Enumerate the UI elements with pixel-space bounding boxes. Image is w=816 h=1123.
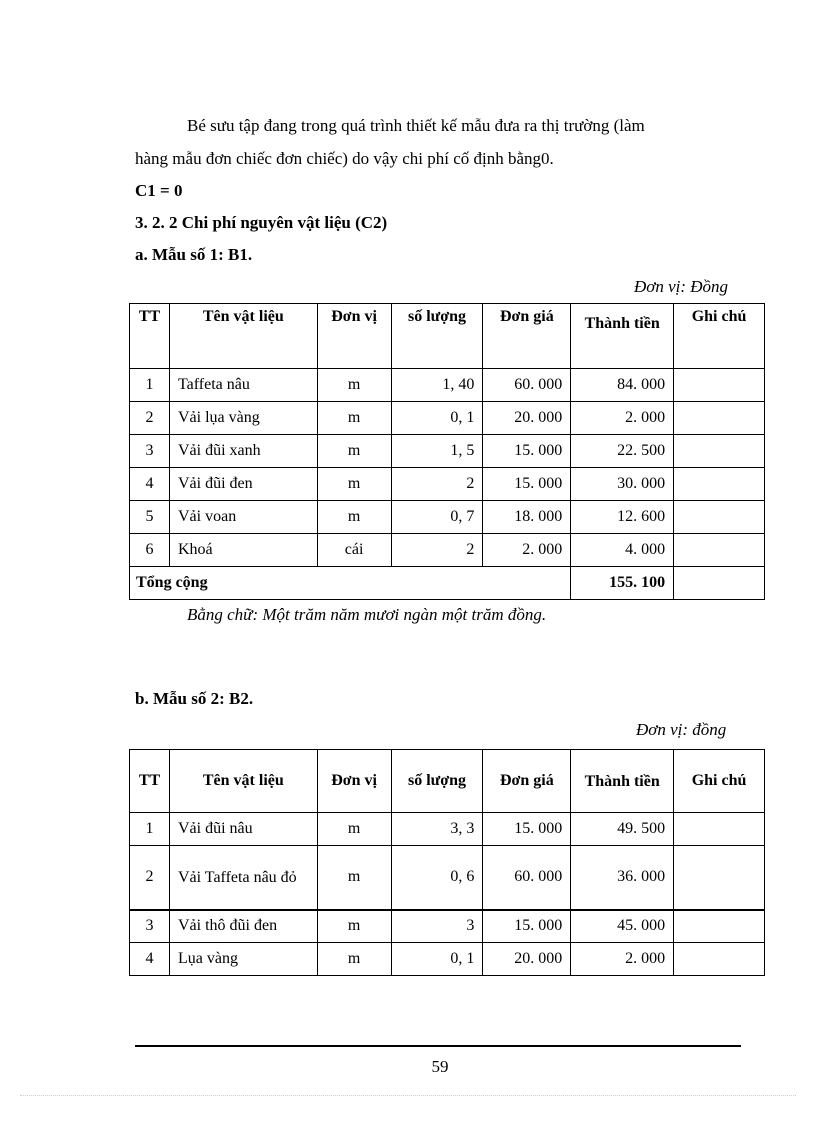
header-tt: TT <box>130 750 170 813</box>
cell-amount: 49. 500 <box>571 813 674 846</box>
cell-material: Taffeta nâu <box>169 369 317 402</box>
cell-tt: 1 <box>130 369 170 402</box>
cell-material: Vải đũi nâu <box>169 813 317 846</box>
table-b-header-row <box>130 750 765 813</box>
cell-quantity: 1, 5 <box>391 435 483 468</box>
cell-price: 15. 000 <box>483 435 571 468</box>
total-value: 155. 100 <box>571 567 674 600</box>
cell-amount: 36. 000 <box>571 846 674 910</box>
header-material-name: Tên vật liệu <box>169 750 317 813</box>
header-amount-text: Thành tiền <box>584 315 660 332</box>
header-material-name: Tên vật liệu <box>169 304 317 369</box>
cell-price: 2. 000 <box>483 534 571 567</box>
cell-price: 60. 000 <box>483 369 571 402</box>
cell-amount: 22. 500 <box>571 435 674 468</box>
total-label: Tổng cộng <box>130 567 571 600</box>
footer-rule <box>135 1045 741 1047</box>
cell-tt: 3 <box>130 435 170 468</box>
cell-material: Lụa vàng <box>169 943 317 976</box>
cell-quantity: 2 <box>391 468 483 501</box>
cell-unit: m <box>317 468 391 501</box>
page-edge-divider <box>20 1095 796 1096</box>
cell-unit: m <box>317 501 391 534</box>
cell-note <box>674 501 765 534</box>
cell-unit: m <box>317 943 391 976</box>
cell-quantity: 3, 3 <box>391 813 483 846</box>
cell-unit: m <box>317 813 391 846</box>
cell-price: 18. 000 <box>483 501 571 534</box>
cell-material: Vải Taffeta nâu đỏ <box>169 846 317 910</box>
cell-tt: 2 <box>130 846 170 910</box>
section-heading: 3. 2. 2 Chi phí nguyên vật liệu (C2) <box>135 213 388 232</box>
header-unit-price: Đơn giá <box>483 750 571 813</box>
cell-price: 60. 000 <box>483 846 571 910</box>
cell-price: 15. 000 <box>483 910 571 943</box>
header-tt: TT <box>130 304 170 369</box>
cell-price: 20. 000 <box>483 402 571 435</box>
table-row <box>130 813 765 846</box>
cell-unit: m <box>317 846 391 910</box>
cell-quantity: 0, 7 <box>391 501 483 534</box>
table-row <box>130 943 765 976</box>
header-unit: Đơn vị <box>317 304 391 369</box>
header-unit: Đơn vị <box>317 750 391 813</box>
header-quantity: số lượng <box>391 750 483 813</box>
cell-amount: 84. 000 <box>571 369 674 402</box>
cell-tt: 5 <box>130 501 170 534</box>
cell-material: Vải đũi đen <box>169 468 317 501</box>
materials-table-b <box>129 749 765 976</box>
table-row <box>130 534 765 567</box>
table-row <box>130 910 765 943</box>
table-row <box>130 468 765 501</box>
cell-quantity: 0, 1 <box>391 402 483 435</box>
cell-tt: 3 <box>130 910 170 943</box>
unit-label-b: Đơn vị: đồng <box>636 720 727 739</box>
cell-quantity: 0, 6 <box>391 846 483 910</box>
header-amount <box>571 304 674 369</box>
cell-note <box>674 846 765 910</box>
cell-tt: 1 <box>130 813 170 846</box>
c1-value: C1 = 0 <box>135 181 183 200</box>
cell-price: 15. 000 <box>483 468 571 501</box>
cell-tt: 2 <box>130 402 170 435</box>
cell-tt: 6 <box>130 534 170 567</box>
cell-material: Vải lụa vàng <box>169 402 317 435</box>
cell-material: Vải voan <box>169 501 317 534</box>
cell-note <box>674 534 765 567</box>
sample-a-heading: a. Mẫu số 1: B1. <box>135 245 253 264</box>
cell-material: Vải thô đũi đen <box>169 910 317 943</box>
table-total-row <box>130 567 765 600</box>
cell-note <box>674 943 765 976</box>
materials-table-a <box>129 303 765 600</box>
cell-amount: 45. 000 <box>571 910 674 943</box>
cell-material: Khoá <box>169 534 317 567</box>
cell-amount: 12. 600 <box>571 501 674 534</box>
cell-price: 15. 000 <box>483 813 571 846</box>
cell-price: 20. 000 <box>483 943 571 976</box>
table-row <box>130 501 765 534</box>
table-row <box>130 369 765 402</box>
header-amount <box>571 750 674 813</box>
header-quantity: số lượng <box>391 304 483 369</box>
unit-label-a: Đơn vị: Đồng <box>634 277 729 296</box>
page-number: 59 <box>431 1057 449 1076</box>
cell-material: Vải đũi xanh <box>169 435 317 468</box>
cell-amount: 30. 000 <box>571 468 674 501</box>
cell-note <box>674 910 765 943</box>
cell-unit: cái <box>317 534 391 567</box>
total-note <box>674 567 765 600</box>
cell-unit: m <box>317 435 391 468</box>
amount-in-words: Bằng chữ: Một trăm năm mươi ngàn một trăm đồng. <box>187 605 547 624</box>
cell-unit: m <box>317 402 391 435</box>
table-row <box>130 846 765 910</box>
intro-paragraph-line-2: hàng mẫu đơn chiếc đơn chiếc) do vậy chi phí cố định bằng0. <box>135 149 554 168</box>
cell-quantity: 3 <box>391 910 483 943</box>
cell-amount: 2. 000 <box>571 402 674 435</box>
cell-unit: m <box>317 910 391 943</box>
cell-note <box>674 435 765 468</box>
table-row <box>130 435 765 468</box>
cell-note <box>674 468 765 501</box>
intro-paragraph-line-1: Bé sưu tập đang trong quá trình thiết kế mẫu đưa ra thị trường (làm <box>187 116 645 135</box>
header-unit-price: Đơn giá <box>483 304 571 369</box>
cell-note <box>674 369 765 402</box>
sample-b-heading: b. Mẫu số 2: B2. <box>135 689 254 708</box>
cell-note <box>674 813 765 846</box>
table-row <box>130 402 765 435</box>
cell-tt: 4 <box>130 943 170 976</box>
cell-tt: 4 <box>130 468 170 501</box>
cell-amount: 2. 000 <box>571 943 674 976</box>
cell-note <box>674 402 765 435</box>
cell-unit: m <box>317 369 391 402</box>
header-amount-text: Thành tiền <box>584 772 660 790</box>
header-note: Ghi chú <box>674 304 765 369</box>
table-a-header-row <box>130 304 765 369</box>
cell-quantity: 2 <box>391 534 483 567</box>
cell-quantity: 0, 1 <box>391 943 483 976</box>
cell-quantity: 1, 40 <box>391 369 483 402</box>
header-note: Ghi chú <box>674 750 765 813</box>
cell-amount: 4. 000 <box>571 534 674 567</box>
